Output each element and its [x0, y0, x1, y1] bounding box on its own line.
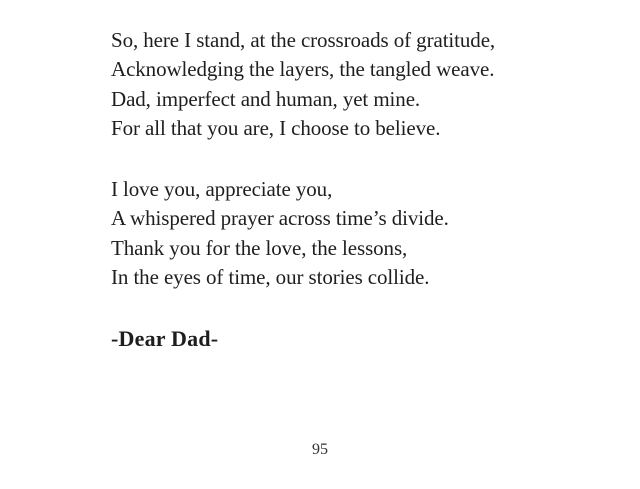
- poem-line: I love you, appreciate you,: [111, 177, 333, 201]
- poem-stanza-1: [111, 26, 495, 144]
- page-number: 95: [312, 441, 328, 458]
- poem-signature: -Dear Dad-: [111, 326, 219, 351]
- poem-line: Thank you for the love, the lessons,: [111, 235, 408, 260]
- poem-line: In the eyes of time, our stories collide.: [111, 265, 430, 290]
- poem-line: So, here I stand, at the crossroads of gratitude,: [111, 28, 496, 52]
- poem-line: Acknowledging the layers, the tangled weave.: [111, 57, 495, 82]
- poem-stanza-2: [111, 175, 449, 293]
- poem-line: A whispered prayer across time’s divide.: [111, 206, 449, 231]
- poem-line: For all that you are, I choose to believe.: [111, 116, 441, 141]
- poem-line: Dad, imperfect and human, yet mine.: [111, 86, 421, 111]
